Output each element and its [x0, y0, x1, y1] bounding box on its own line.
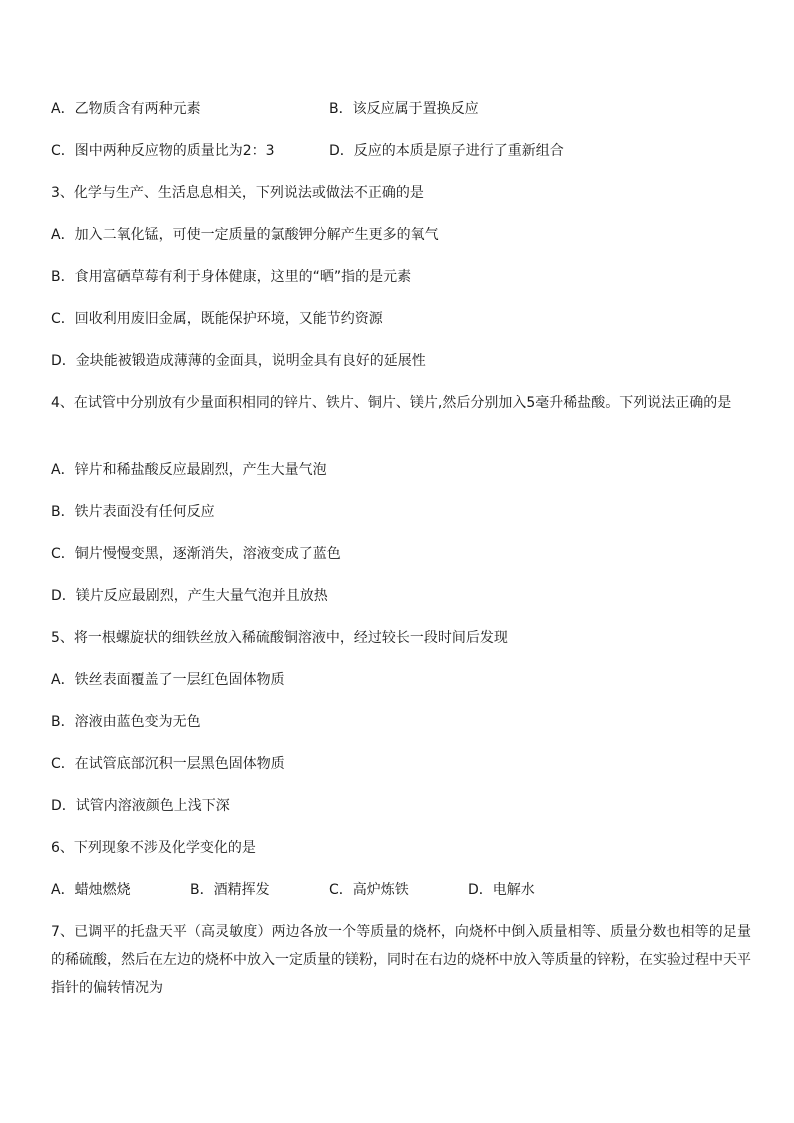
q5-stem: 5、将一根螺旋状的细铁丝放入稀硫酸铜溶液中，经过较长一段时间后发现 [51, 630, 508, 646]
q7-stem: 7、已调平的托盘天平（高灵敏度）两边各放一个等质量的烧杯，向烧杯中倒入质量相等、质量分数也相等的足量的稀硫酸，然后在左边的烧杯中放入一定质量的镁粉，同时在右边的烧杯中放入等质量的锌粉，在实验过程中天平指针的偏转情况为 [51, 924, 751, 996]
q2-option-a: A．乙物质含有两种元素 [51, 101, 201, 117]
q5-option-b: B．溶液由蓝色变为无色 [51, 714, 201, 730]
q3-option-a: A．加入二氧化锰，可使一定质量的氯酸钾分解产生更多的氧气 [51, 227, 439, 243]
q6-option-c: C．高炉炼铁 [329, 882, 409, 898]
q6-stem: 6、下列现象不涉及化学变化的是 [51, 840, 256, 856]
q4-stem: 4、在试管中分别放有少量面积相同的锌片、铁片、铜片、镁片,然后分别加入5毫升稀盐酸。下列说法正确的是 [51, 395, 732, 411]
q4-option-c: C．铜片慢慢变黑，逐渐消失，溶液变成了蓝色 [51, 546, 341, 562]
q2-option-c: C．图中两种反应物的质量比为2：3 [51, 143, 275, 159]
q3-option-d: D．金块能被锻造成薄薄的金面具，说明金具有良好的延展性 [51, 353, 426, 369]
q4-option-a: A．锌片和稀盐酸反应最剧烈，产生大量气泡 [51, 462, 327, 478]
q6-option-b: B．酒精挥发 [190, 882, 270, 898]
q2-option-b: B．该反应属于置换反应 [329, 101, 479, 117]
q5-option-c: C．在试管底部沉积一层黑色固体物质 [51, 756, 285, 772]
q5-option-a: A．铁丝表面覆盖了一层红色固体物质 [51, 672, 285, 688]
q4-option-b: B．铁片表面没有任何反应 [51, 504, 215, 520]
q6-option-a: A．蜡烛燃烧 [51, 882, 131, 898]
q3-option-b: B．食用富硒草莓有利于身体健康，这里的“晒”指的是元素 [51, 269, 412, 285]
q4-option-d: D．镁片反应最剧烈，产生大量气泡并且放热 [51, 588, 328, 604]
q6-option-d: D．电解水 [468, 882, 535, 898]
q3-stem: 3、化学与生产、生活息息相关，下列说法或做法不正确的是 [51, 185, 424, 201]
q5-option-d: D．试管内溶液颜色上浅下深 [51, 798, 230, 814]
q2-option-d: D．反应的本质是原子进行了重新组合 [329, 143, 564, 159]
q3-option-c: C．回收利用废旧金属，既能保护环境，又能节约资源 [51, 311, 383, 327]
